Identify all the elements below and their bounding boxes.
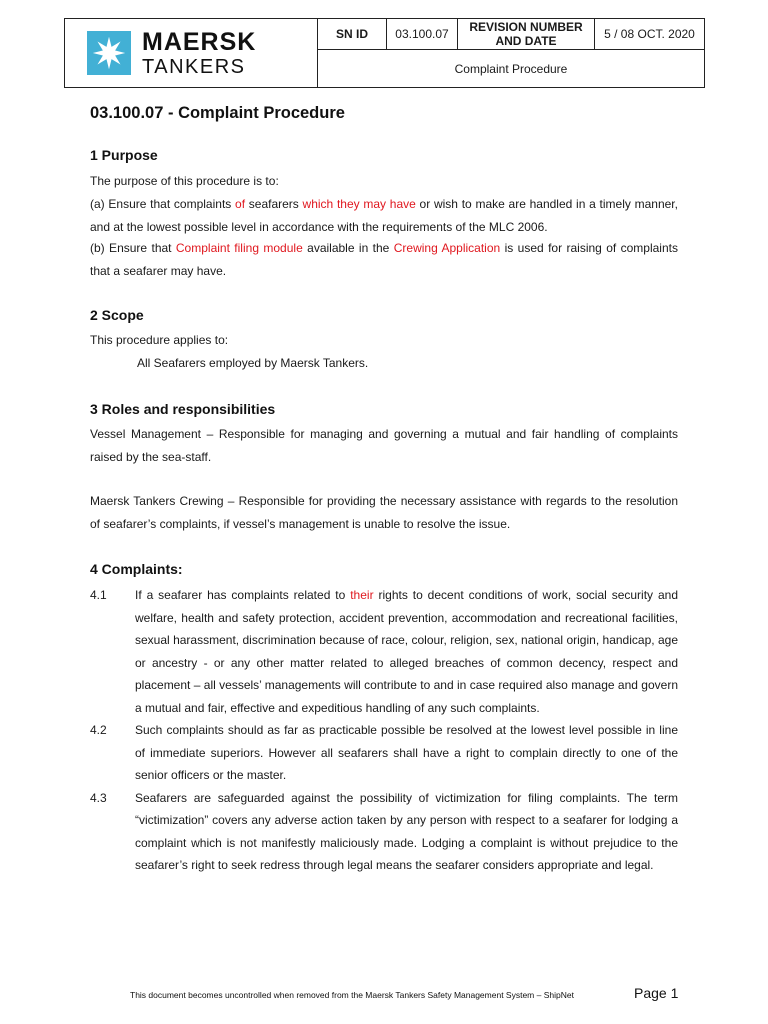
section-heading-complaints: 4 Complaints: bbox=[90, 561, 183, 577]
item-number: 4.3 bbox=[90, 790, 107, 805]
item-text-part: rights to decent conditions of work, social security and welfare, health and safety protection, accident prevention, accommodation and recreational facilities, sexual harassment, discrimination because of race, colour, religion, sex, national origin, handicap, age or ancestry - or any other matter related to alleged breaches of common decency, respect and placement – all vessels’ managements will contribute to and in case required also manage and govern a mutual and fair, effective and expeditious handling of any such complaints. bbox=[135, 588, 678, 715]
revision-label bbox=[458, 19, 595, 50]
document-name: Complaint Procedure bbox=[318, 50, 705, 88]
sn-id-label: SN ID bbox=[318, 19, 387, 50]
document-title: 03.100.07 - Complaint Procedure bbox=[90, 104, 345, 122]
scope-item: All Seafarers employed by Maersk Tankers. bbox=[137, 356, 369, 370]
sn-id-value: 03.100.07 bbox=[387, 19, 458, 50]
page-number: Page 1 bbox=[634, 985, 679, 1001]
item-highlight: their bbox=[350, 588, 374, 602]
purpose-intro: The purpose of this procedure is to: bbox=[90, 174, 279, 188]
section-heading-scope: 2 Scope bbox=[90, 307, 144, 323]
purpose-a-highlight: of bbox=[235, 197, 246, 211]
list-item bbox=[90, 719, 678, 787]
purpose-b-text: (b) Ensure that bbox=[90, 241, 176, 255]
maersk-tankers-logo bbox=[65, 27, 317, 78]
purpose-b-text: is used for raising of complaints that a seafarer may have. bbox=[90, 241, 678, 278]
purpose-item-a bbox=[90, 193, 678, 238]
roles-crewing: Maersk Tankers Crewing – Responsible for providing the necessary assistance with regards to the resolution of seafarer’s complaints, if vessel’s management is unable to resolve the issue. bbox=[90, 494, 678, 531]
complaints-list bbox=[90, 584, 678, 877]
purpose-a-highlight: which they may have bbox=[302, 197, 416, 211]
item-number: 4.2 bbox=[90, 723, 107, 737]
list-item bbox=[90, 584, 678, 719]
purpose-item-b bbox=[90, 237, 678, 282]
item-text-part: If a seafarer has complaints related to bbox=[135, 588, 351, 602]
section-heading-roles: 3 Roles and responsibilities bbox=[90, 401, 276, 417]
footer-disclaimer: This document becomes uncontrolled when removed from the Maersk Tankers Safety Management System – ShipNet bbox=[130, 990, 574, 1000]
revision-value: 5 / 08 OCT. 2020 bbox=[595, 19, 705, 50]
scope-intro: This procedure applies to: bbox=[90, 333, 229, 347]
document-header-table bbox=[64, 18, 705, 88]
logo-line-maersk: MAERSK bbox=[142, 27, 257, 56]
purpose-a-text: or wish to make are handled in a timely manner, and at the lowest possible level in accordance with the requirements of the MLC 2006. bbox=[90, 197, 678, 234]
purpose-b-text: available in the bbox=[302, 241, 394, 255]
revision-label-line2: AND DATE bbox=[495, 34, 557, 48]
logo-line-tankers: TANKERS bbox=[142, 55, 246, 78]
purpose-a-text: (a) Ensure that complaints bbox=[90, 197, 236, 211]
list-item bbox=[90, 787, 678, 877]
purpose-a-text: seafarers bbox=[245, 197, 303, 211]
revision-label-line1: REVISION NUMBER bbox=[469, 20, 583, 34]
purpose-b-highlight: Complaint filing module bbox=[175, 241, 303, 255]
item-number: 4.1 bbox=[90, 588, 107, 602]
purpose-b-highlight: Crewing Application bbox=[393, 241, 501, 255]
maersk-star-icon bbox=[87, 31, 131, 75]
item-text bbox=[135, 584, 678, 719]
document-body bbox=[90, 104, 678, 872]
section-heading-purpose: 1 Purpose bbox=[90, 147, 158, 163]
item-text: Seafarers are safeguarded against the possibility of victimization for filing complaints. The term “victimization” covers any adverse action taken by any person with respect to a seafarer for lodging a complaint which is not manifestly maliciously made. Lodging a complaint is without prejudice to the seafarer’s right to seek redress through legal means the seafarer considers appropriate and legal. bbox=[135, 790, 678, 872]
item-text: Such complaints should as far as practicable possible be resolved at the lowest level possible in line of immediate superiors. However all seafarers shall have a right to complain directly to one of the senior officers or the master. bbox=[135, 723, 678, 782]
roles-vessel-management: Vessel Management – Responsible for managing and governing a mutual and fair handling of complaints raised by the sea-staff. bbox=[90, 427, 678, 464]
logo-cell bbox=[65, 19, 318, 88]
